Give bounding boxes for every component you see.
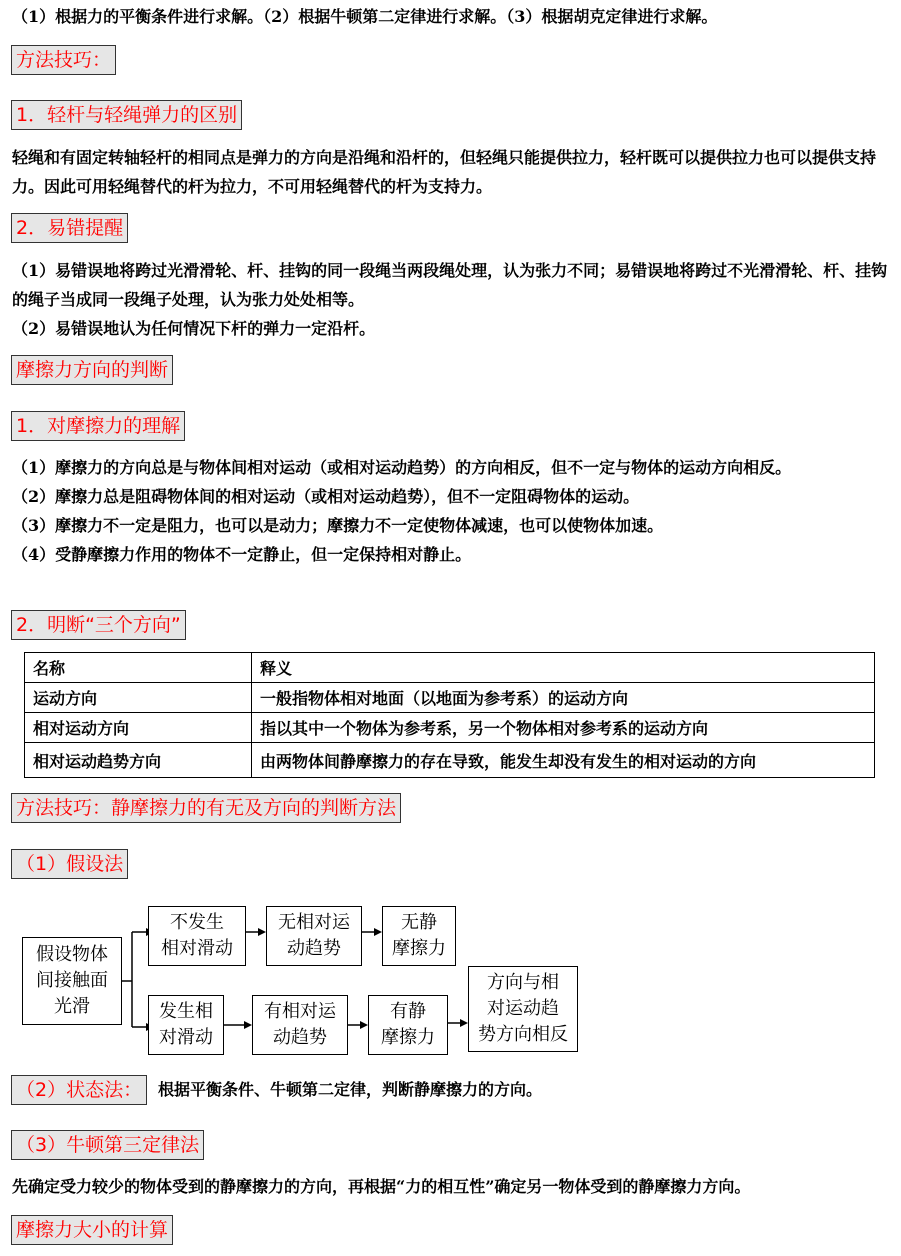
state-method-text: 根据平衡条件、牛顿第二定律，判断静摩擦力的方向。: [158, 1080, 543, 1099]
flow-bottom-box-1: 发生相 对滑动: [148, 995, 224, 1055]
mistake-heading: 2．易错提醒: [11, 213, 128, 243]
understand-item-2: （2）摩擦力总是阻碍物体间的相对运动（或相对运动趋势），但不一定阻碍物体的运动。: [12, 487, 640, 506]
state-method-heading: （2）状态法：: [11, 1075, 147, 1105]
understand-item-3: （3）摩擦力不一定是阻力，也可以是动力；摩擦力不一定使物体减速，也可以使物体加速。: [12, 516, 664, 535]
flow-top-box-1: 不发生 相对滑动: [148, 906, 246, 966]
table-cell-name: 运动方向: [25, 683, 252, 713]
friction-size-heading: 摩擦力大小的计算: [11, 1215, 173, 1245]
assume-method-heading: （1）假设法: [11, 849, 128, 879]
flow-start-box: 假设物体 间接触面 光滑: [22, 937, 122, 1025]
friction-direction-heading: 摩擦力方向的判断: [11, 355, 173, 385]
table-cell-meaning: 一般指物体相对地面（以地面为参考系）的运动方向: [252, 683, 875, 713]
table-cell-name: 相对运动趋势方向: [25, 743, 252, 778]
newton3-paragraph: 先确定受力较少的物体受到的静摩擦力的方向，再根据“力的相互性”确定另一物体受到的静摩擦力方向。: [12, 1177, 751, 1196]
method-tips-heading: 方法技巧：: [11, 45, 116, 75]
understand-item-1: （1）摩擦力的方向总是与物体间相对运动（或相对运动趋势）的方向相反，但不一定与物体的运动方向相反。: [12, 458, 792, 477]
table-row: [25, 713, 875, 743]
table-header-row: [25, 653, 875, 683]
intro-line: （1）根据力的平衡条件进行求解。（2）根据牛顿第二定律进行求解。（3）根据胡克定律进行求解。: [12, 7, 718, 26]
understand-friction-heading: 1．对摩擦力的理解: [11, 411, 185, 441]
mistake-item-2: （2）易错误地认为任何情况下杆的弹力一定沿杆。: [12, 319, 376, 338]
table-cell-meaning: 指以其中一个物体为参考系，另一个物体相对参考系的运动方向: [252, 713, 875, 743]
flow-bottom-box-3: 有静 摩擦力: [368, 995, 448, 1055]
table-header-meaning: 释义: [252, 653, 875, 683]
flow-bottom-box-2: 有相对运 动趋势: [252, 995, 348, 1055]
rod-rope-heading: 1．轻杆与轻绳弹力的区别: [11, 100, 242, 130]
flow-bottom-box-4: 方向与相 对运动趋 势方向相反: [468, 966, 578, 1052]
table-row: [25, 683, 875, 713]
three-directions-heading: 2．明断“三个方向”: [11, 610, 186, 640]
table-header-name: 名称: [25, 653, 252, 683]
static-friction-method-heading: 方法技巧：静摩擦力的有无及方向的判断方法: [11, 793, 401, 823]
newton3-method-heading: （3）牛顿第三定律法: [11, 1130, 204, 1160]
flow-top-box-2: 无相对运 动趋势: [266, 906, 362, 966]
mistake-paragraphs: [12, 256, 892, 343]
understand-item-4: （4）受静摩擦力作用的物体不一定静止，但一定保持相对静止。: [12, 545, 472, 564]
table-cell-meaning: 由两物体间静摩擦力的存在导致，能发生却没有发生的相对运动的方向: [252, 743, 875, 778]
rod-rope-paragraph: 轻绳和有固定转轴轻杆的相同点是弹力的方向是沿绳和沿杆的，但轻绳只能提供拉力，轻杆既可以提供拉力也可以提供支持力。因此可用轻绳替代的杆为拉力，不可用轻绳替代的杆为支持力。: [12, 148, 877, 196]
flow-top-box-3: 无静 摩擦力: [382, 906, 456, 966]
table-row: [25, 743, 875, 778]
understand-paragraphs: [12, 453, 892, 569]
mistake-item-1: （1）易错误地将跨过光滑滑轮、杆、挂钩的同一段绳当两段绳处理，认为张力不同；易错误地将跨过不光滑滑轮、杆、挂钩的绳子当成同一段绳子处理，认为张力处处相等。: [12, 261, 888, 309]
table-cell-name: 相对运动方向: [25, 713, 252, 743]
directions-table: [24, 652, 875, 778]
